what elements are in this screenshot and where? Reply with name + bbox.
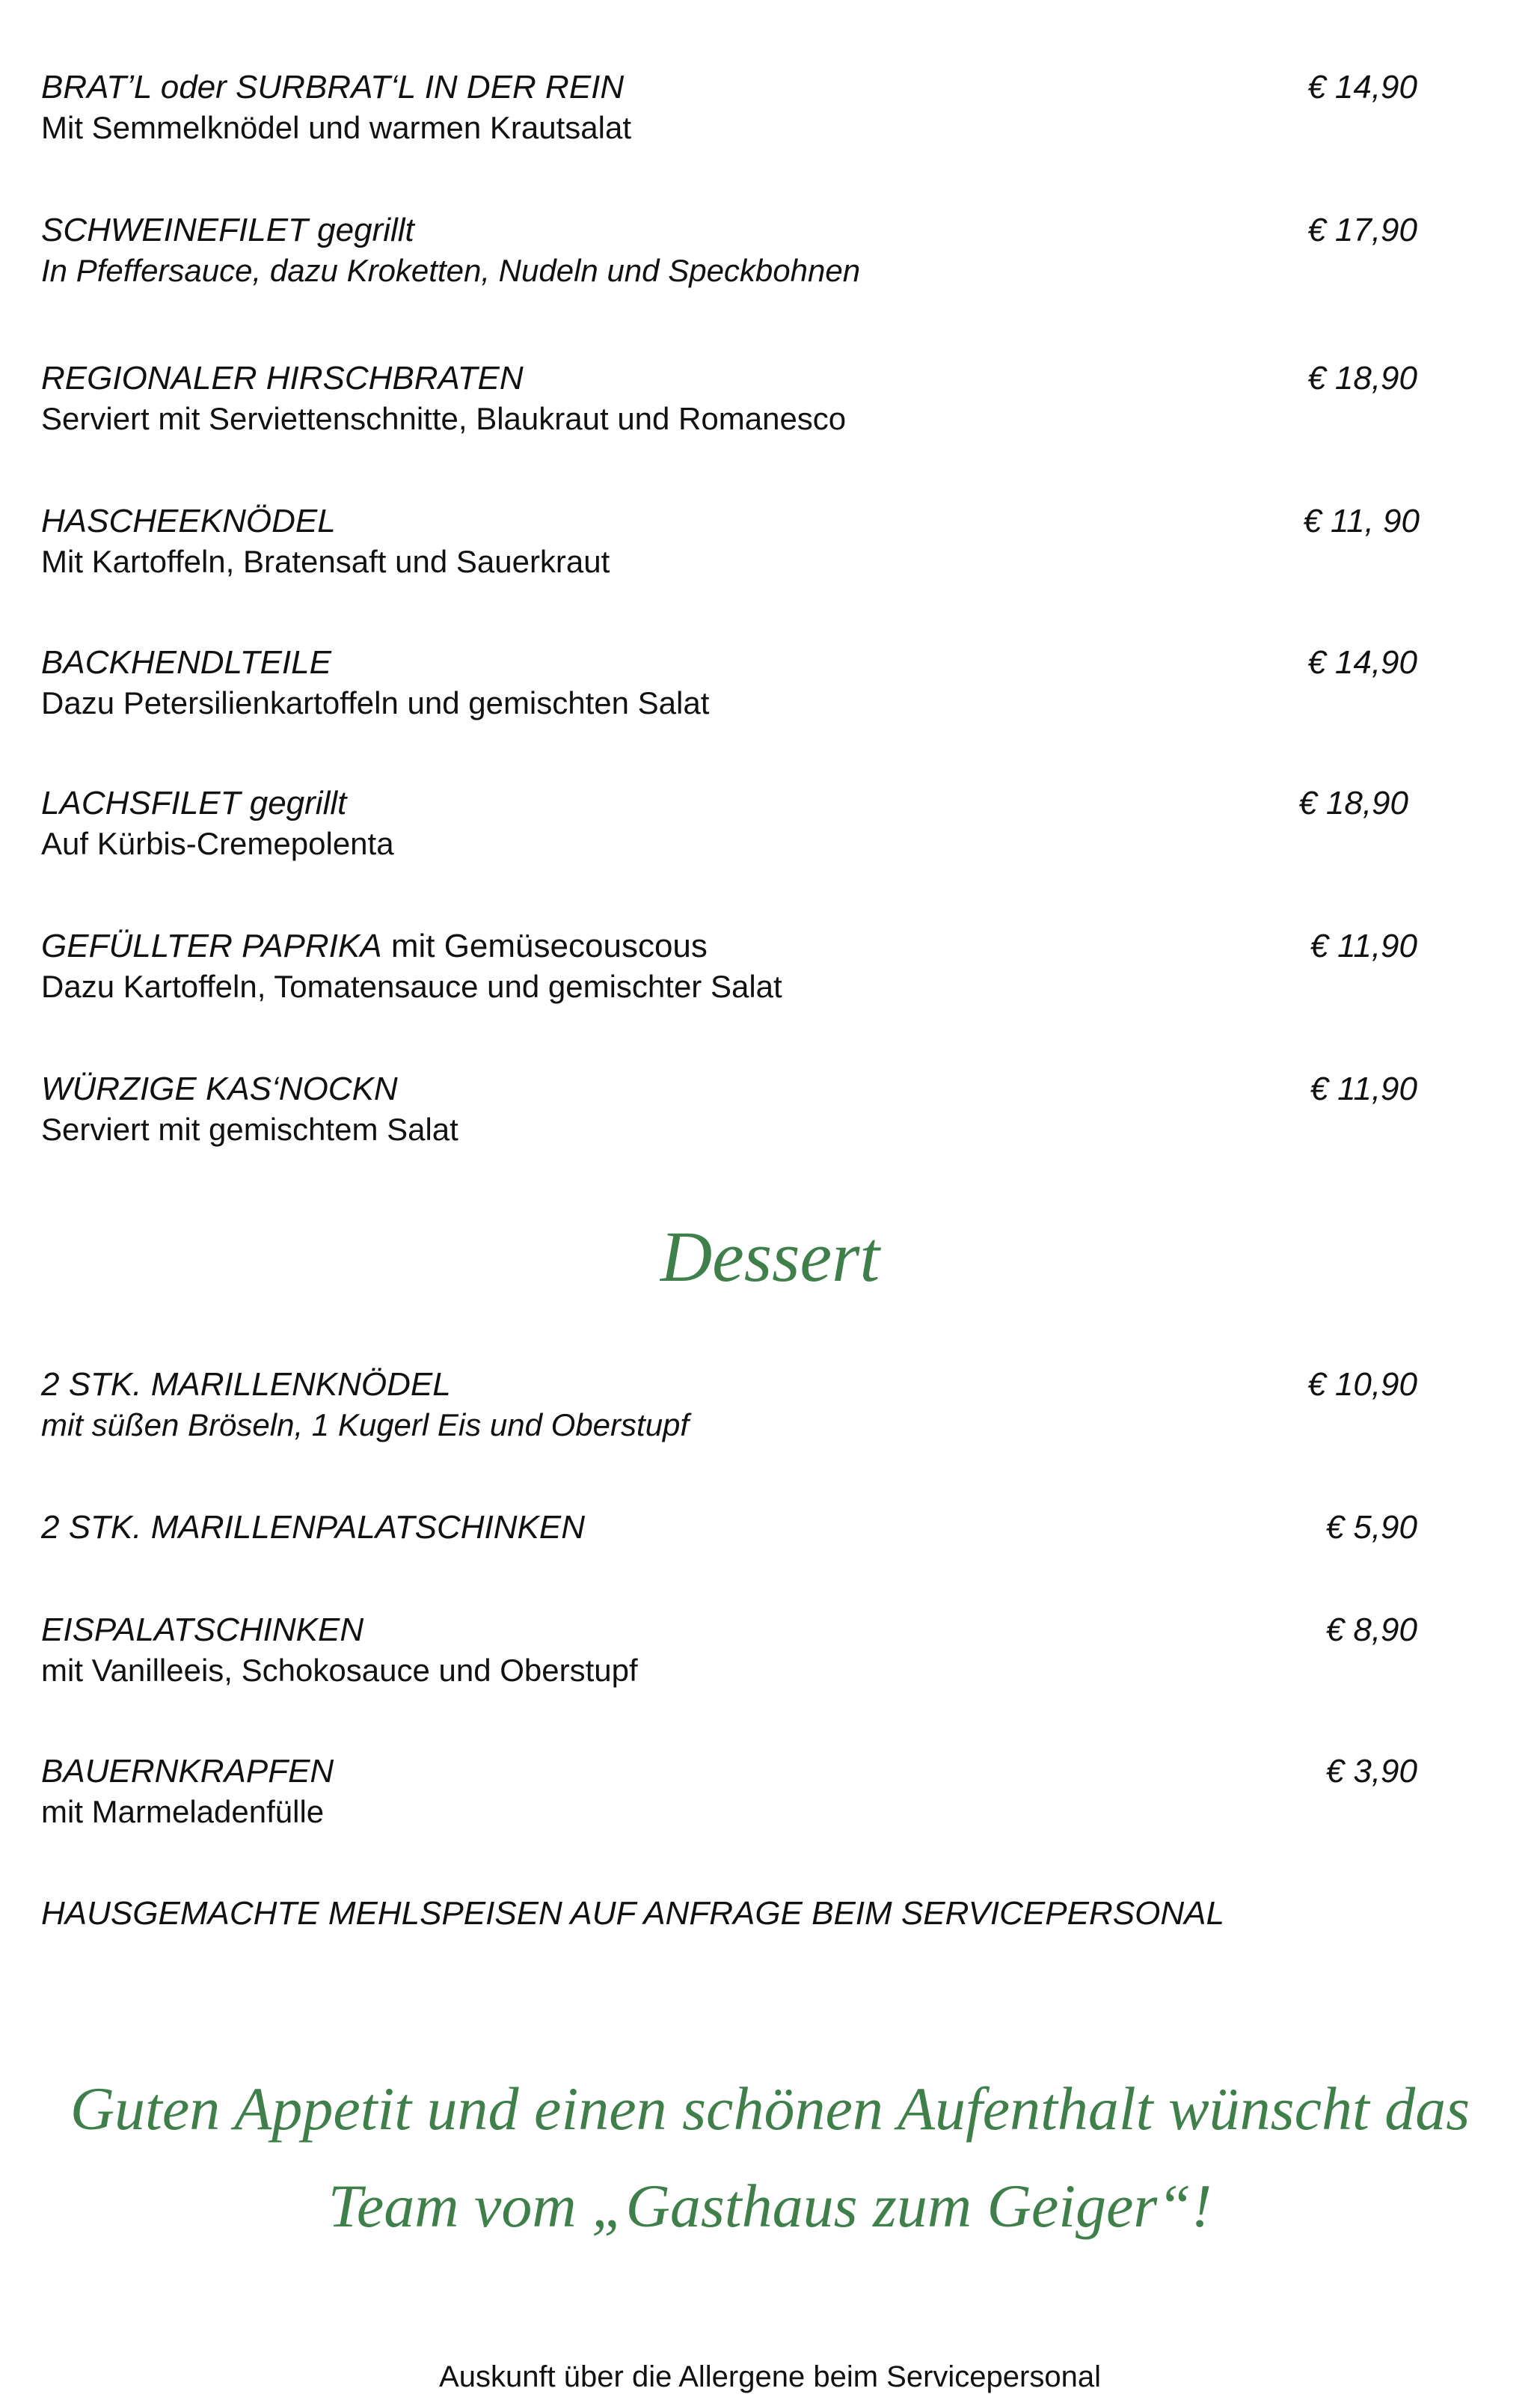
menu-item [41, 358, 1417, 439]
item-description: Dazu Kartoffeln, Tomatensauce und gemischter Salat [41, 969, 782, 1004]
item-title [41, 926, 1417, 967]
item-description: In Pfeffersauce, dazu Kroketten, Nudeln und Speckbohnen [41, 253, 861, 288]
item-description: mit süßen Bröseln, 1 Kugerl Eis und Oberstupf [41, 1407, 690, 1442]
allergen-footer: Auskunft über die Allergene beim Servicepersonal [439, 2360, 1101, 2393]
item-price: € 17,90 [1307, 212, 1417, 248]
notice-text: HAUSGEMACHTE MEHLSPEISEN AUF ANFRAGE BEIM SERVICEPERSONAL [41, 1895, 1224, 1932]
dessert-item [41, 1507, 1417, 1548]
menu-item [41, 1069, 1417, 1150]
item-price: € 10,90 [1307, 1366, 1417, 1403]
item-description: Serviert mit gemischtem Salat [41, 1112, 458, 1147]
item-title: BRAT’L oder SURBRAT‘L IN DER REIN [41, 69, 625, 105]
item-price: € 8,90 [1325, 1611, 1417, 1648]
item-title: 2 STK. MARILLENKNÖDEL [41, 1366, 451, 1403]
item-description: mit Marmeladenfülle [41, 1794, 325, 1829]
item-price: € 11, 90 [1303, 503, 1420, 539]
dessert-item [41, 1365, 1417, 1445]
item-price: € 11,90 [1310, 1071, 1417, 1107]
item-price: € 3,90 [1325, 1753, 1417, 1790]
item-price: € 5,90 [1325, 1509, 1417, 1546]
menu-item [41, 67, 1417, 148]
item-title: WÜRZIGE KAS‘NOCKN [41, 1071, 398, 1107]
item-description: Mit Semmelknödel und warmen Krautsalat [41, 110, 632, 145]
greeting-line-1: Guten Appetit und einen schönen Aufenthalt wünscht das [70, 2075, 1470, 2143]
greeting [0, 2060, 1540, 2255]
item-price: € 18,90 [1307, 360, 1417, 397]
item-title: SCHWEINEFILET gegrillt [41, 212, 414, 248]
item-price: € 14,90 [1307, 69, 1417, 105]
menu-item [41, 501, 1420, 582]
item-price: € 18,90 [1298, 785, 1408, 821]
item-price: € 14,90 [1307, 644, 1417, 681]
item-title: BAUERNKRAPFEN [41, 1753, 334, 1790]
menu-item [41, 210, 1417, 291]
menu-item [41, 926, 1417, 1007]
item-title-main: GEFÜLLTER PAPRIKA [41, 928, 382, 964]
item-description: Dazu Petersilienkartoffeln und gemischten Salat [41, 685, 710, 720]
item-title: LACHSFILET gegrillt [41, 785, 347, 821]
item-description: mit Vanilleeis, Schokosauce und Oberstupf [41, 1653, 638, 1688]
item-title: EISPALATSCHINKEN [41, 1611, 364, 1648]
dessert-item [41, 1610, 1417, 1691]
item-price: € 11,90 [1310, 928, 1417, 964]
item-title: REGIONALER HIRSCHBRATEN [41, 360, 524, 397]
item-title: BACKHENDLTEILE [41, 644, 331, 681]
item-description: Mit Kartoffeln, Bratensaft und Sauerkraut [41, 544, 610, 579]
dessert-item [41, 1751, 1417, 1832]
menu-item [41, 643, 1417, 723]
item-title-extra: mit Gemüsecouscous [381, 928, 708, 964]
mehlspeisen-notice [41, 1894, 1417, 1934]
menu-item [41, 783, 1417, 864]
greeting-line-2: Team vom „Gasthaus zum Geiger“! [328, 2172, 1212, 2240]
item-title: HASCHEEKNÖDEL [41, 503, 336, 539]
dessert-heading: Dessert [660, 1216, 880, 1297]
item-description: Serviert mit Serviettenschnitte, Blaukraut und Romanesco [41, 401, 847, 436]
item-title: 2 STK. MARILLENPALATSCHINKEN [41, 1509, 586, 1546]
item-description: Auf Kürbis-Cremepolenta [41, 826, 394, 861]
